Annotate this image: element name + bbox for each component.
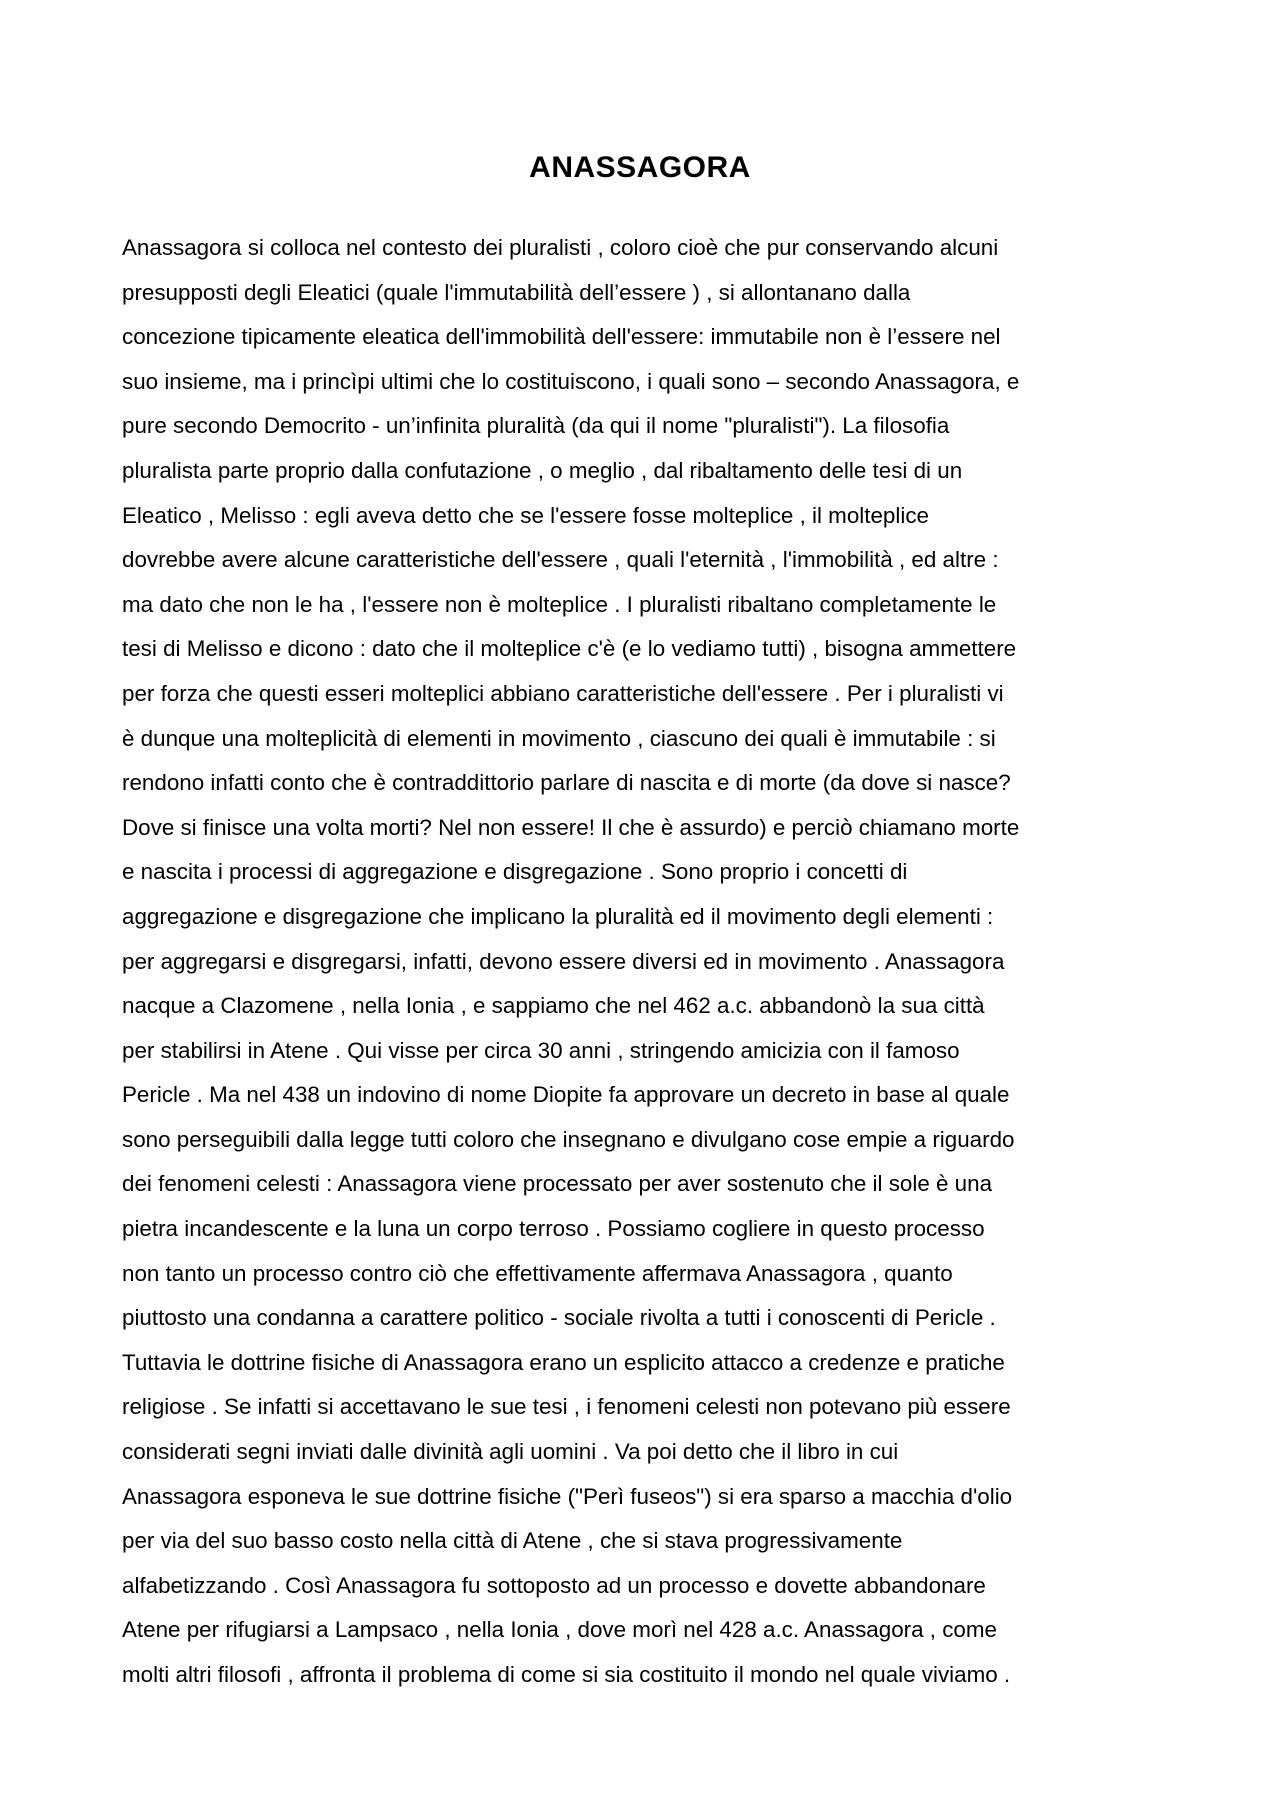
text-line: alfabetizzando . Così Anassagora fu sottoposto ad un processo e dovette abbandonare [122, 1572, 986, 1598]
text-line: dovrebbe avere alcune caratteristiche dell'essere , quali l'eternità , l'immobilità , ed altre : [122, 547, 999, 573]
text-line: ma dato che non le ha , l'essere non è molteplice . I pluralisti ribaltano completamente le [122, 591, 997, 617]
document-title: ANASSAGORA [529, 151, 751, 184]
text-line: Eleatico , Melisso : egli aveva detto che se l'essere fosse molteplice , il molteplice [122, 502, 929, 528]
text-line: concezione tipicamente eleatica dell'immobilità dell'essere: immutabile non è l’essere nel [122, 324, 1001, 350]
text-line: Dove si finisce una volta morti? Nel non essere! Il che è assurdo) e perciò chiamano morte [122, 814, 1020, 840]
text-line: per stabilirsi in Atene . Qui visse per circa 30 anni , stringendo amicizia con il famoso [122, 1037, 960, 1063]
text-line: è dunque una molteplicità di elementi in movimento , ciascuno dei quali è immutabile : si [122, 725, 996, 751]
text-line: rendono infatti conto che è contraddittorio parlare di nascita e di morte (da dove si nasce? [122, 770, 1011, 796]
text-line: molti altri filosofi , affronta il problema di come si sia costituito il mondo nel quale viviamo . [122, 1662, 1011, 1687]
text-line: per via del suo basso costo nella città di Atene , che si stava progressivamente [122, 1528, 903, 1554]
text-line: per forza che questi esseri molteplici abbiano caratteristiche dell'essere . Per i pluralisti vi [122, 680, 1004, 706]
text-line: e nascita i processi di aggregazione e disgregazione . Sono proprio i concetti di [122, 859, 908, 885]
body-paragraph [122, 226, 1172, 1698]
text-line: considerati segni inviati dalle divinità agli uomini . Va poi detto che il libro in cui [122, 1439, 899, 1465]
text-line: suo insieme, ma i princìpi ultimi che lo costituiscono, i quali sono – secondo Anassagora, e [122, 368, 1020, 394]
text-line: Anassagora esponeva le sue dottrine fisiche ("Perì fuseos") si era sparso a macchia d'olio [122, 1483, 1013, 1509]
text-line: Pericle . Ma nel 438 un indovino di nome Diopite fa approvare un decreto in base al quale [122, 1082, 1010, 1108]
text-line: presupposti degli Eleatici (quale l'immutabilità dell’essere ) , si allontanano dalla [122, 279, 911, 305]
text-line: Tuttavia le dottrine fisiche di Anassagora erano un esplicito attacco a credenze e pratiche [122, 1349, 1005, 1375]
text-line: dei fenomeni celesti : Anassagora viene processato per aver sostenuto che il sole è una [122, 1171, 993, 1197]
text-line: pietra incandescente e la luna un corpo terroso . Possiamo cogliere in questo processo [122, 1216, 985, 1242]
text-line: tesi di Melisso e dicono : dato che il molteplice c'è (e lo vediamo tutti) , bisogna ammettere [122, 636, 1017, 662]
text-line: religiose . Se infatti si accettavano le sue tesi , i fenomeni celesti non potevano più essere [122, 1394, 1011, 1420]
text-line: Anassagora si colloca nel contesto dei pluralisti , coloro cioè che pur conservando alcuni [122, 235, 999, 260]
text-line: pure secondo Democrito - un’infinita pluralità (da qui il nome "pluralisti"). La filosofia [122, 413, 950, 439]
text-line: piuttosto una condanna a carattere politico - sociale rivolta a tutti i conoscenti di Pericle . [122, 1305, 996, 1331]
text-line: nacque a Clazomene , nella Ionia , e sappiamo che nel 462 a.c. abbandonò la sua città [122, 993, 985, 1019]
text-line: per aggregarsi e disgregarsi, infatti, devono essere diversi ed in movimento . Anassagora [122, 948, 1005, 974]
text-line: non tanto un processo contro ciò che effettivamente affermava Anassagora , quanto [122, 1260, 953, 1286]
text-line: Atene per rifugiarsi a Lampsaco , nella Ionia , dove morì nel 428 a.c. Anassagora , come [122, 1617, 997, 1643]
text-line: sono perseguibili dalla legge tutti coloro che insegnano e divulgano cose empie a riguardo [122, 1126, 1015, 1152]
text-line: pluralista parte proprio dalla confutazione , o meglio , dal ribaltamento delle tesi di un [122, 457, 963, 483]
text-line: aggregazione e disgregazione che implicano la pluralità ed il movimento degli elementi : [122, 903, 994, 929]
